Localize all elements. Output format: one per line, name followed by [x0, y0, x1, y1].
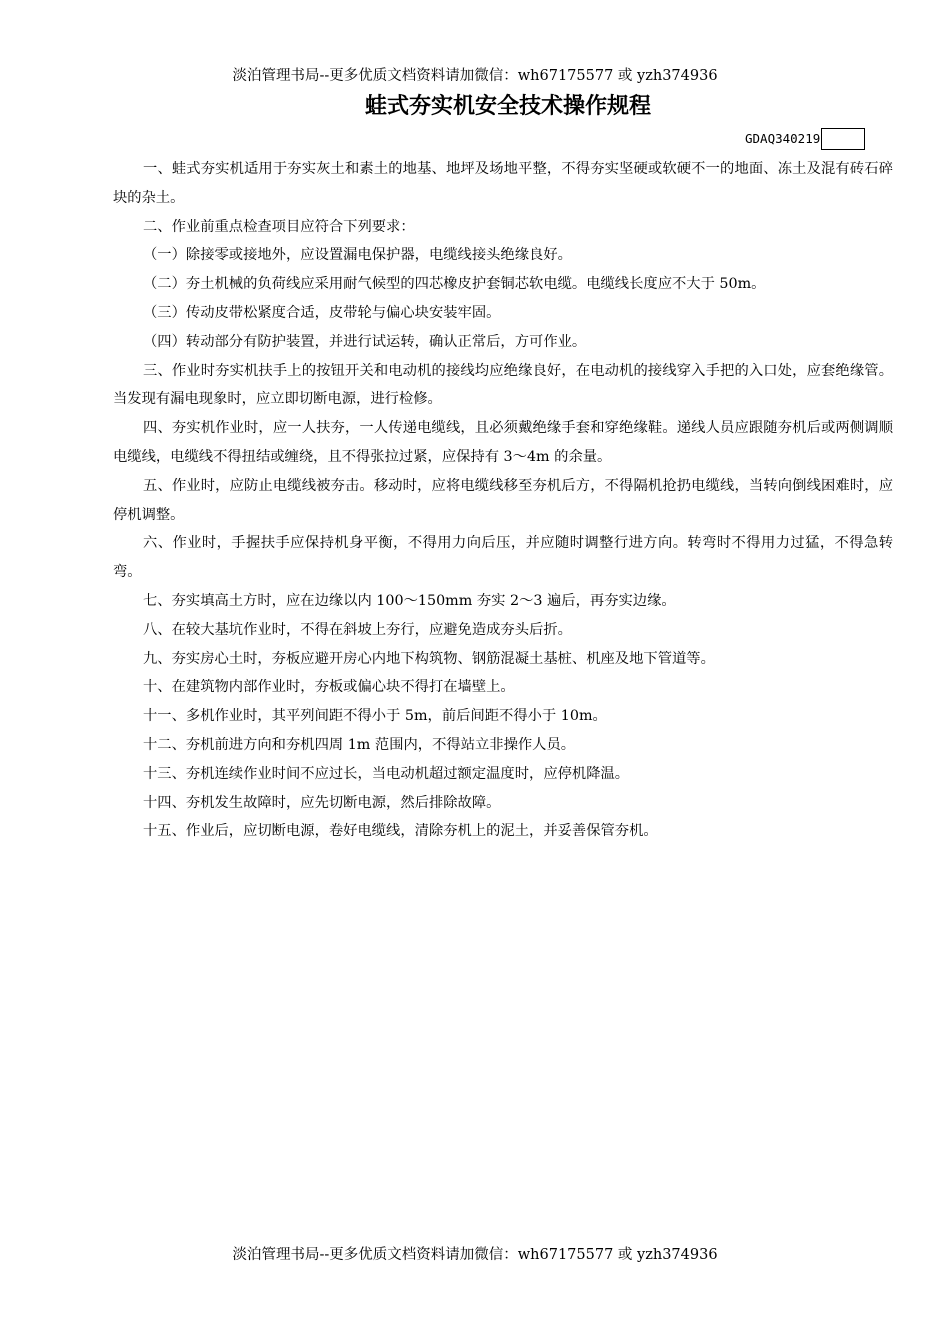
- paragraph-5: （三）传动皮带松紧度合适，皮带轮与偏心块安装牢固。: [143, 304, 501, 321]
- paragraph-2: 二、作业前重点检查项目应符合下列要求：: [143, 218, 415, 235]
- page-title: 蛙式夯实机安全技术操作规程: [364, 94, 651, 119]
- paragraph-16: 十二、夯机前进方向和夯机四周 1m 范围内，不得站立非操作人员。: [143, 736, 576, 753]
- paragraph-18: 十四、夯机发生故障时，应先切断电源，然后排除故障。: [143, 794, 501, 811]
- paragraph-12: 八、在较大基坑作业时，不得在斜坡上夯行，应避免造成夯头后折。: [143, 621, 572, 638]
- paragraph-11: 七、夯实填高土方时，应在边缘以内 100～150mm 夯实 2～3 遍后，再夯实边缘。: [143, 592, 676, 609]
- paragraph-15: 十一、多机作业时，其平列间距不得小于 5m，前后间距不得小于 10m。: [143, 708, 607, 725]
- document-code: GDAQ340219: [745, 131, 821, 146]
- paragraph-10: 六、作业时，手握扶手应保持机身平衡，不得用力向后压，并应随时调整行进方向。转弯时不得用力过猛，不得急转弯。: [113, 535, 893, 581]
- document-body: [113, 155, 893, 846]
- paragraph-17: 十三、夯机连续作业时间不应过长，当电动机超过额定温度时，应停机降温。: [143, 765, 630, 782]
- paragraph-3: （一）除接零或接地外，应设置漏电保护器，电缆线接头绝缘良好。: [143, 247, 572, 264]
- paragraph-7: 三、作业时夯实机扶手上的按钮开关和电动机的接线均应绝缘良好，在电动机的接线穿入手把的入口处，应套绝缘管。当发现有漏电现象时，应立即切断电源，进行检修。: [113, 362, 893, 408]
- header-note: 淡泊管理书局--更多优质文档资料请加微信：wh67175577 或 yzh374936: [232, 68, 718, 84]
- paragraph-13: 九、夯实房心土时，夯板应避开房心内地下构筑物、钢筋混凝土基桩、机座及地下管道等。: [143, 650, 715, 667]
- document-code-box: [821, 128, 865, 150]
- footer-note: 淡泊管理书局--更多优质文档资料请加微信：wh67175577 或 yzh374936: [232, 1247, 718, 1263]
- document-code-row: [745, 128, 865, 150]
- paragraph-6: （四）转动部分有防护装置，并进行试运转，确认正常后，方可作业。: [143, 333, 587, 350]
- paragraph-8: 四、夯实机作业时，应一人扶夯，一人传递电缆线，且必须戴绝缘手套和穿绝缘鞋。递线人员应跟随夯机后或两侧调顺电缆线，电缆线不得扭结或缠绕，且不得张拉过紧，应保持有 3～4m 的余量。: [113, 420, 893, 465]
- paragraph-4: （二）夯土机械的负荷线应采用耐气候型的四芯橡皮护套铜芯软电缆。电缆线长度应不大于 50m。: [143, 276, 766, 293]
- paragraph-1: 一、蛙式夯实机适用于夯实灰土和素土的地基、地坪及场地平整，不得夯实坚硬或软硬不一的地面、冻土及混有砖石碎块的杂土。: [113, 161, 893, 206]
- paragraph-14: 十、在建筑物内部作业时，夯板或偏心块不得打在墙壁上。: [143, 679, 515, 696]
- paragraph-9: 五、作业时，应防止电缆线被夯击。移动时，应将电缆线移至夯机后方，不得隔机抢扔电缆线，当转向倒线困难时，应停机调整。: [113, 477, 893, 523]
- paragraph-19: 十五、作业后，应切断电源，卷好电缆线，清除夯机上的泥土，并妥善保管夯机。: [143, 823, 658, 840]
